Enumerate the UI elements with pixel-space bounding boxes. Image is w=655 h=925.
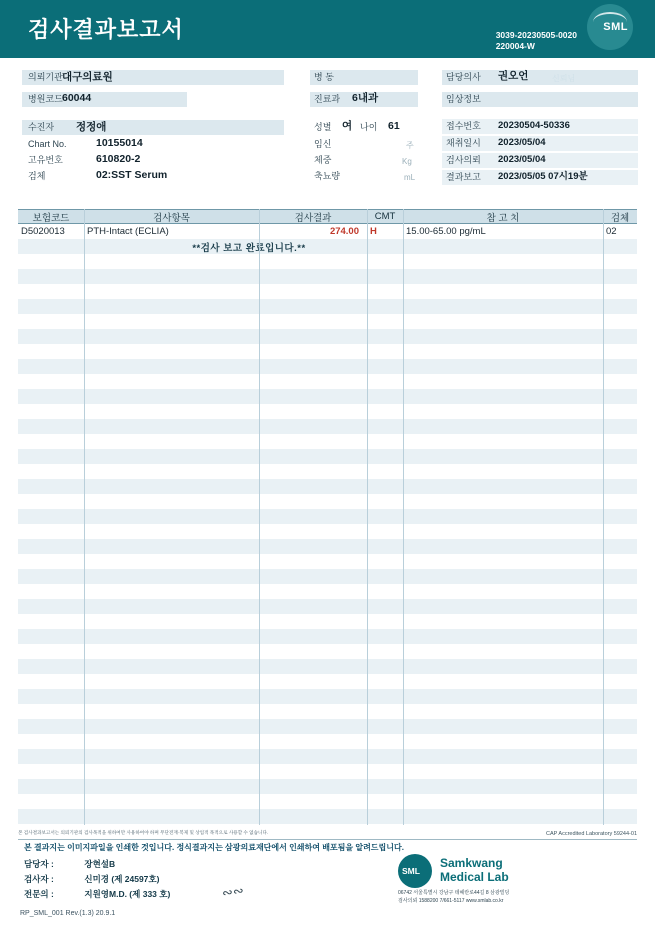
table-row (18, 584, 637, 599)
weight-label: 체중 (314, 155, 332, 165)
footer-microtext: 본 검사결과보고서는 의뢰기관의 검사목적을 위하여만 사용하여야 하며 무단전재·복제 및 상업적 목적으로 사용할 수 없습니다. (18, 830, 269, 835)
lab-logo-label: SML (402, 866, 420, 876)
page-title: 검사결과보고서 (28, 17, 184, 42)
cell-result: 274.00 (329, 226, 359, 237)
table-row (18, 239, 637, 254)
report-id-line1: 3039-20230505-0020 (495, 30, 577, 40)
chart-no-value: 10155014 (96, 137, 143, 149)
collected-value: 2023/05/04 (498, 137, 546, 148)
weight-unit: Kg (402, 157, 412, 166)
table-divider-4 (403, 209, 404, 825)
table-row (18, 299, 637, 314)
column-header-code: 보험코드 (32, 212, 70, 224)
table-body (18, 224, 637, 839)
pregnancy-unit: 주 (406, 141, 414, 150)
cell-flag: H (370, 226, 377, 237)
table-row (18, 509, 637, 524)
lab-name (440, 856, 509, 885)
table-row (18, 659, 637, 674)
table-divider-2 (259, 209, 260, 825)
ordered-label: 검사의뢰 (446, 155, 481, 165)
age-value: 61 (388, 120, 400, 132)
accession-label: 접수번호 (446, 121, 481, 131)
results-table (18, 209, 637, 839)
lab-name-line1: Samkwang (440, 856, 503, 870)
column-header-cmt: CMT (374, 211, 396, 222)
table-row (18, 644, 637, 659)
specialist-value: 지원영M.D. (제 333 호) (84, 889, 171, 899)
column-header-reference: 참 고 치 (486, 212, 520, 224)
table-row (18, 389, 637, 404)
accession-value: 20230504-50336 (498, 120, 570, 131)
chart-no-label: Chart No. (28, 139, 67, 149)
lab-address-line1: 06742 서울특별시 강남구 테헤란로44길 8 삼광빌딩 (398, 890, 510, 896)
table-row (18, 404, 637, 419)
table-row (18, 224, 637, 239)
report-id-line2: 220004-W (495, 40, 535, 51)
table-row (18, 599, 637, 614)
table-row (18, 464, 637, 479)
table-divider-5 (603, 209, 604, 825)
table-row (18, 254, 637, 269)
column-header-test: 검사항목 (153, 212, 190, 224)
table-row (18, 734, 637, 749)
client-value: 대구의료원 (62, 71, 113, 83)
table-row (18, 749, 637, 764)
table-row (18, 809, 637, 824)
footer-disclaimer: 본 결과지는 이미지파일을 인쇄한 것입니다. 정식결과지는 삼광의료재단에서 인쇄하여 배포됨을 알려드립니다. (24, 843, 404, 852)
ward-label: 병 동 (314, 72, 334, 82)
table-row (18, 614, 637, 629)
hospital-code-label: 병원코드 (28, 94, 63, 104)
table-row (18, 344, 637, 359)
report-header (0, 0, 655, 58)
table-row (18, 674, 637, 689)
table-header-row (18, 209, 637, 224)
sex-label: 성별 (314, 122, 332, 132)
sml-logo-label: SML (603, 21, 628, 33)
doctor-label: 담당의사 (446, 72, 481, 82)
table-row (18, 449, 637, 464)
table-row (18, 314, 637, 329)
hospital-code-value: 60044 (62, 92, 92, 104)
urine-label: 축뇨량 (314, 171, 341, 181)
table-row (18, 569, 637, 584)
table-row (18, 329, 637, 344)
lab-address (398, 890, 509, 905)
table-row (18, 374, 637, 389)
cap-accreditation-text: CAP Accredited Laboratory 59244-01 (545, 831, 637, 837)
report-footer (0, 828, 655, 925)
cell-specimen: 02 (606, 226, 617, 237)
lab-name-line2: Medical Lab (440, 870, 509, 885)
responsible-value: 장현설B (84, 859, 116, 869)
cell-test-name: PTH-Intact (ECLIA) (87, 226, 169, 237)
patient-value: 정정애 (76, 121, 107, 133)
table-row (18, 779, 637, 794)
responsible-label: 담당자 : (24, 859, 54, 869)
table-row (18, 284, 637, 299)
column-header-specimen: 검체 (610, 212, 630, 224)
cell-code: D5020013 (21, 226, 65, 237)
table-row (18, 359, 637, 374)
urine-unit: mL (404, 173, 416, 182)
patient-id-value: 610820-2 (96, 153, 141, 165)
table-row (18, 419, 637, 434)
table-row (18, 269, 637, 284)
cell-reference: 15.00-65.00 pg/mL (406, 226, 486, 237)
doctor-signature-ghost: 신뢰님 (552, 74, 576, 83)
age-label: 나이 (360, 122, 378, 132)
dept-label: 진료과 (314, 94, 341, 104)
table-row (18, 629, 637, 644)
report-id-block (496, 30, 577, 51)
tester-label: 검사자 : (24, 874, 54, 884)
collected-label: 채취일시 (446, 138, 481, 148)
patient-label: 수진자 (28, 122, 55, 132)
doctor-value: 권오언 (498, 70, 529, 82)
specialist-label: 전문의 : (24, 889, 54, 899)
specimen-label: 검체 (28, 171, 46, 181)
table-divider-3 (367, 209, 368, 825)
clinical-label: 임상정보 (446, 94, 481, 104)
table-row (18, 494, 637, 509)
tester-row (24, 873, 159, 885)
specialist-row (24, 888, 170, 900)
table-row (18, 524, 637, 539)
table-row (18, 479, 637, 494)
cell-closing-note: **검사 보고 완료입니다.** (192, 242, 306, 254)
pregnancy-label: 임신 (314, 139, 332, 149)
table-row (18, 539, 637, 554)
table-row (18, 554, 637, 569)
table-divider-1 (84, 209, 85, 825)
patient-id-label: 고유번호 (28, 155, 63, 165)
responsible-row (24, 858, 115, 870)
column-header-result: 검사결과 (294, 212, 332, 224)
dept-value: 6내과 (352, 92, 379, 104)
reported-label: 결과보고 (446, 172, 481, 182)
table-row (18, 689, 637, 704)
table-row (18, 434, 637, 449)
specimen-value: 02:SST Serum (96, 169, 168, 181)
document-revision-id: RP_SML_001 Rev.(1.3) 20.9.1 (20, 910, 116, 917)
sex-value: 여 (342, 120, 353, 132)
table-row (18, 719, 637, 734)
patient-row-bg (22, 120, 284, 135)
client-label: 의뢰기관 (28, 72, 63, 82)
signature-icon: ∾∾ (220, 882, 245, 901)
tester-value: 신미경 (제 24597호) (84, 874, 160, 884)
footer-divider (18, 839, 637, 840)
table-row (18, 764, 637, 779)
table-row (18, 794, 637, 809)
lab-address-line2: 검사의뢰 1588200 7/661-5117 www.smlab.co.kr (398, 897, 504, 904)
table-row (18, 704, 637, 719)
patient-info-block (0, 58, 655, 182)
reported-value: 2023/05/05 07시19분 (498, 171, 588, 182)
ordered-value: 2023/05/04 (498, 154, 546, 165)
